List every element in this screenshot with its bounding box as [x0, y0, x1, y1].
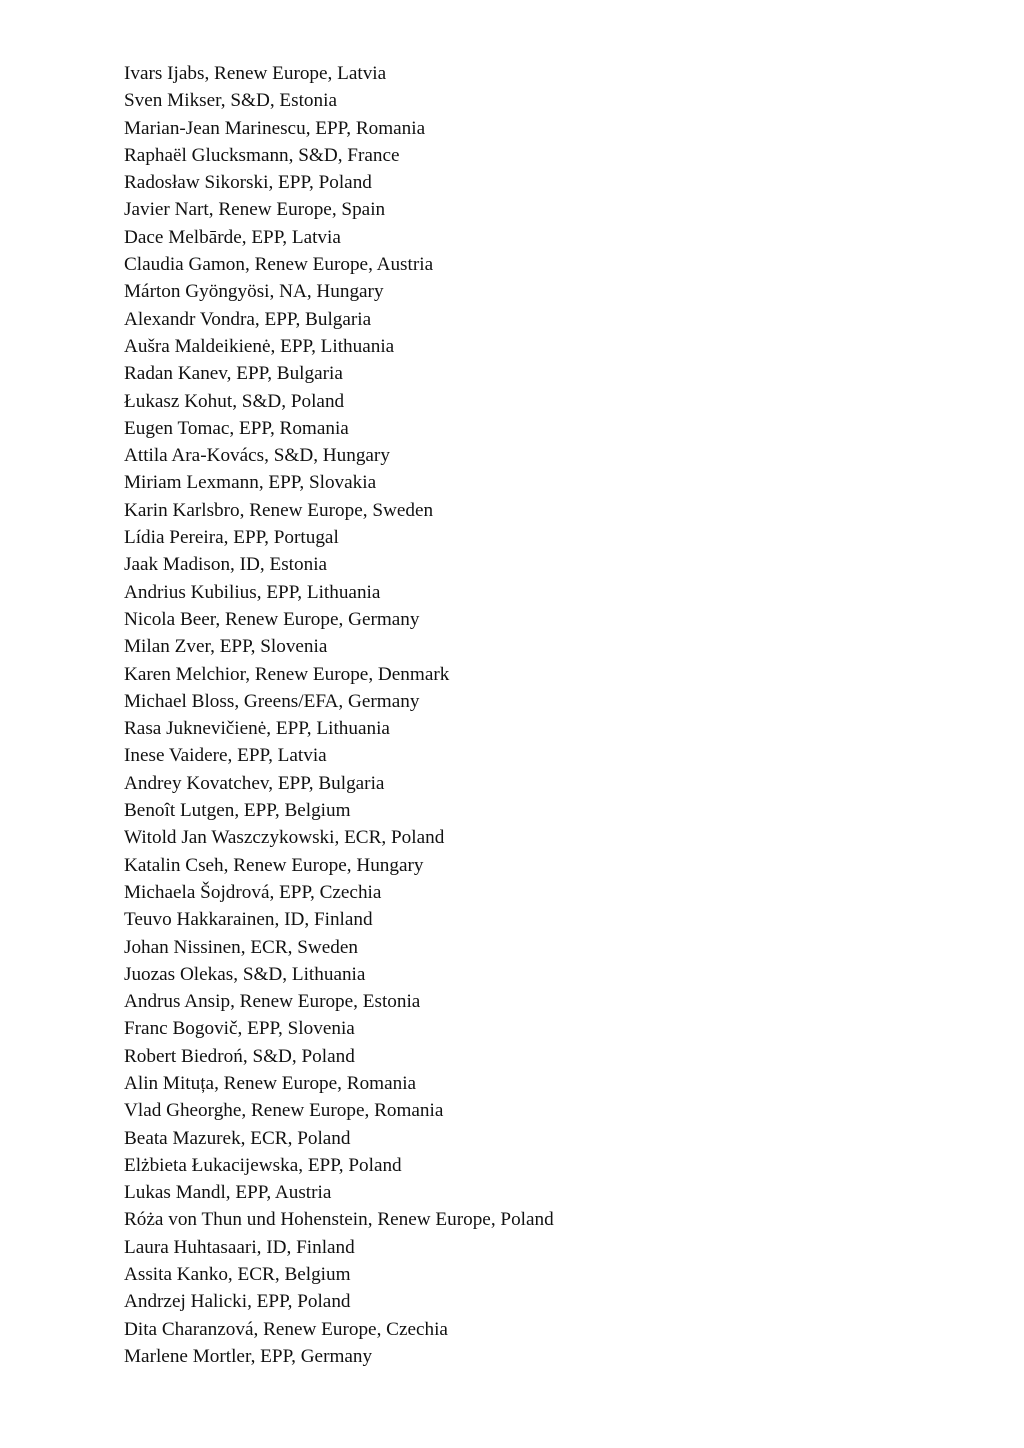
separator: ,: [259, 554, 270, 576]
signatory-name: Andrius Kubilius: [124, 581, 257, 603]
signatory-country: Portugal: [273, 527, 339, 549]
signatory-group: EPP: [233, 527, 265, 549]
signatory-entry: [124, 1043, 554, 1070]
separator: ,: [288, 144, 299, 166]
signatory-name: Teuvo Hakkarainen: [124, 909, 275, 931]
separator: ,: [234, 800, 244, 822]
signatory-group: Renew Europe: [214, 63, 328, 84]
separator: ,: [268, 772, 278, 794]
signatory-entry: [124, 169, 554, 196]
separator: ,: [346, 117, 356, 139]
signatory-country: Estonia: [269, 554, 328, 576]
separator: ,: [268, 745, 278, 767]
signatory-name: Benoît Lutgen: [124, 800, 235, 822]
signatory-country: Hungary: [316, 281, 384, 303]
signatory-group: Renew Europe: [249, 499, 363, 521]
signatory-group: EPP: [260, 1345, 292, 1367]
separator: ,: [267, 363, 277, 385]
signatory-entry: [124, 415, 554, 442]
separator: ,: [287, 1127, 298, 1149]
separator: ,: [242, 1045, 253, 1067]
signatory-entry: [124, 196, 554, 223]
signatory-entry: [124, 688, 554, 715]
separator: ,: [244, 254, 255, 276]
signatory-group: EPP: [264, 308, 296, 330]
signatory-name: Miriam Lexmann: [124, 472, 259, 494]
signatory-group: Renew Europe: [254, 663, 369, 685]
separator: ,: [258, 472, 269, 494]
signatory-entry: [124, 60, 554, 87]
signatory-entry: [124, 906, 554, 933]
separator: ,: [306, 281, 317, 303]
separator: ,: [234, 690, 244, 712]
signatory-name: Milan Zver: [124, 636, 211, 658]
separator: ,: [269, 417, 280, 439]
signatory-group: EPP: [266, 581, 298, 603]
separator: ,: [256, 1236, 267, 1258]
signatory-group: Renew Europe: [239, 991, 354, 1013]
signatory-group: S&D: [230, 90, 270, 112]
signatory-group: EPP: [235, 1182, 267, 1204]
signatory-country: Romania: [355, 117, 426, 139]
signatory-entry: [124, 852, 554, 879]
separator: ,: [220, 90, 231, 112]
signatory-group: Renew Europe: [225, 608, 339, 630]
separator: ,: [250, 1345, 261, 1367]
signatory-group: EPP: [268, 472, 300, 494]
signatory-name: Inese Vaidere: [124, 745, 228, 767]
separator: ,: [268, 172, 279, 194]
separator: ,: [215, 608, 225, 630]
signatory-name: Rasa Juknevičienė: [124, 718, 267, 740]
signatory-name: Katalin Cseh: [124, 854, 224, 876]
separator: ,: [311, 335, 321, 357]
signatory-name: Łukasz Kohut: [124, 390, 233, 412]
separator: ,: [337, 1072, 347, 1094]
signatory-entry: [124, 824, 554, 851]
signatory-group: Renew Europe: [223, 1072, 338, 1094]
separator: ,: [334, 827, 345, 849]
signatory-name: Radan Kanev: [124, 363, 227, 385]
signatory-name: Marian-Jean Marinescu: [124, 117, 306, 139]
signatory-country: Slovakia: [308, 472, 377, 494]
signatory-name: Franc Bogovič: [124, 1018, 238, 1040]
signatory-name: Johan Nissinen: [124, 936, 241, 958]
separator: ,: [338, 1154, 349, 1176]
separator: ,: [287, 936, 298, 958]
separator: ,: [306, 718, 317, 740]
signatory-name: Raphaël Glucksmann: [124, 144, 289, 166]
signatory-country: Denmark: [377, 663, 450, 685]
signatory-country: Hungary: [322, 445, 390, 467]
signatory-group: EPP: [256, 1291, 288, 1313]
signatory-entry: [124, 742, 554, 769]
signatory-country: Bulgaria: [276, 363, 343, 385]
separator: ,: [256, 581, 267, 603]
signatory-name: Aušra Maldeikienė: [124, 335, 271, 357]
signatory-name: Dita Charanzová: [124, 1318, 254, 1340]
signatory-entry: [124, 715, 554, 742]
separator: ,: [266, 718, 276, 740]
separator: ,: [247, 1291, 257, 1313]
separator: ,: [278, 1018, 288, 1040]
signatory-group: ECR: [237, 1264, 275, 1286]
separator: ,: [264, 527, 274, 549]
signatory-group: EPP: [219, 636, 251, 658]
signatory-name: Robert Biedroń: [124, 1045, 243, 1067]
signatory-name: Michaela Šojdrová: [124, 881, 270, 903]
signatory-group: ECR: [344, 827, 382, 849]
signatory-name: Michael Bloss: [124, 690, 235, 712]
signatory-entry: [124, 1097, 554, 1124]
signatory-country: Slovenia: [287, 1018, 355, 1040]
signatory-country: Latvia: [337, 63, 387, 84]
signatory-group: S&D: [242, 963, 283, 985]
separator: ,: [227, 745, 238, 767]
signatory-name: Sven Mikser: [124, 90, 221, 112]
document-page: [124, 60, 554, 1370]
signatory-name: Elżbieta Łukacijewska: [124, 1154, 299, 1176]
signatory-country: Poland: [290, 390, 345, 412]
signatory-name: Claudia Gamon: [124, 254, 245, 276]
signatory-entry: [124, 142, 554, 169]
signatory-country: Austria: [376, 254, 434, 276]
signatory-entry: [124, 988, 554, 1015]
separator: ,: [282, 226, 292, 248]
separator: ,: [297, 581, 307, 603]
signatory-group: EPP: [243, 800, 275, 822]
signatory-country: Poland: [297, 1127, 351, 1149]
signatory-name: Andrzej Halicki: [124, 1291, 248, 1313]
signatory-entry: [124, 224, 554, 251]
signatory-entry: [124, 633, 554, 660]
signatory-name: Alin Mituța: [124, 1072, 215, 1094]
signatory-entry: [124, 961, 554, 988]
separator: ,: [269, 281, 280, 303]
separator: ,: [245, 663, 255, 685]
signatory-group: EPP: [236, 363, 268, 385]
separator: ,: [327, 63, 338, 84]
signatory-entry: [124, 879, 554, 906]
separator: ,: [313, 445, 323, 467]
separator: ,: [368, 254, 377, 276]
signatory-name: Márton Gyöngyösi: [124, 281, 270, 303]
signatory-country: Spain: [341, 199, 386, 221]
separator: ,: [282, 963, 292, 985]
signatory-entry: [124, 1070, 554, 1097]
signatory-group: ID: [239, 554, 260, 576]
signatory-name: Ivars Ijabs: [124, 63, 205, 84]
separator: ,: [210, 636, 220, 658]
signatory-group: Renew Europe: [254, 254, 369, 276]
separator: ,: [305, 117, 316, 139]
signatory-name: Assita Kanko: [124, 1264, 228, 1286]
signatory-country: Lithuania: [306, 581, 381, 603]
separator: ,: [269, 881, 280, 903]
separator: ,: [364, 1100, 375, 1122]
signatory-entry: [124, 797, 554, 824]
signatory-country: Lithuania: [320, 335, 395, 357]
signatory-entry: [124, 251, 554, 278]
separator: ,: [490, 1209, 501, 1231]
separator: ,: [266, 1182, 275, 1204]
signatory-name: Jaak Madison: [124, 554, 231, 576]
separator: ,: [338, 690, 349, 712]
separator: ,: [362, 499, 373, 521]
signatory-country: Sweden: [372, 499, 434, 521]
signatory-entry: [124, 388, 554, 415]
separator: ,: [346, 854, 357, 876]
separator: ,: [253, 1318, 264, 1340]
signatory-group: Greens/EFA: [243, 690, 339, 712]
signatory-group: EPP: [277, 772, 309, 794]
signatory-name: Witold Jan Waszczykowski: [124, 827, 335, 849]
signatory-entry: [124, 579, 554, 606]
signatory-group: EPP: [239, 417, 270, 439]
separator: ,: [264, 445, 274, 467]
separator: ,: [241, 1100, 251, 1122]
signatory-country: Poland: [318, 172, 372, 194]
separator: ,: [232, 390, 242, 412]
signatory-entry: [124, 278, 554, 305]
signatory-entry: [124, 1179, 554, 1206]
separator: ,: [230, 991, 240, 1013]
signatory-country: Romania: [374, 1100, 444, 1122]
separator: ,: [270, 335, 281, 357]
signatory-country: Hungary: [356, 854, 424, 876]
signatory-country: Belgium: [284, 800, 351, 822]
separator: ,: [291, 1345, 301, 1367]
signatory-country: Germany: [348, 690, 420, 712]
signatory-name: Andrus Ansip: [124, 991, 231, 1013]
separator: ,: [227, 1264, 238, 1286]
separator: ,: [241, 226, 252, 248]
signatory-country: Czechia: [319, 881, 382, 903]
separator: ,: [287, 1291, 298, 1313]
signatory-entry: [124, 1261, 554, 1288]
signatory-group: ECR: [250, 1127, 288, 1149]
signatory-name: Vlad Gheorghe: [124, 1100, 242, 1122]
separator: ,: [250, 636, 261, 658]
signatory-country: Estonia: [279, 90, 337, 112]
signatory-group: Renew Europe: [377, 1209, 491, 1231]
signatory-entry: [124, 306, 554, 333]
signatory-list: [124, 60, 554, 1370]
signatory-group: EPP: [247, 1018, 279, 1040]
signatory-group: Renew Europe: [218, 199, 332, 221]
separator: ,: [381, 827, 391, 849]
separator: ,: [338, 608, 349, 630]
separator: ,: [298, 1154, 308, 1176]
signatory-group: EPP: [275, 718, 307, 740]
signatory-country: Romania: [279, 417, 349, 439]
signatory-country: Sweden: [297, 936, 358, 958]
signatory-name: Radosław Sikorski: [124, 172, 269, 194]
separator: ,: [230, 554, 240, 576]
separator: ,: [308, 772, 319, 794]
signatory-country: Romania: [346, 1072, 417, 1094]
signatory-entry: [124, 770, 554, 797]
signatory-group: S&D: [241, 390, 282, 412]
signatory-entry: [124, 1125, 554, 1152]
separator: ,: [225, 1182, 236, 1204]
separator: ,: [274, 800, 285, 822]
separator: ,: [291, 1045, 302, 1067]
separator: ,: [237, 1018, 248, 1040]
signatory-entry: [124, 360, 554, 387]
separator: ,: [223, 527, 234, 549]
signatory-group: EPP: [280, 335, 312, 357]
separator: ,: [304, 909, 314, 931]
signatory-country: Czechia: [386, 1318, 448, 1340]
signatory-entry: [124, 115, 554, 142]
signatory-entry: [124, 551, 554, 578]
separator: ,: [223, 854, 234, 876]
signatory-country: Lithuania: [316, 718, 390, 740]
separator: ,: [240, 936, 251, 958]
separator: ,: [254, 308, 265, 330]
signatory-entry: [124, 333, 554, 360]
signatory-group: S&D: [273, 445, 314, 467]
signatory-country: Bulgaria: [305, 308, 372, 330]
separator: ,: [286, 1236, 297, 1258]
signatory-entry: [124, 1206, 554, 1233]
signatory-name: Eugen Tomac: [124, 417, 230, 439]
separator: ,: [308, 172, 319, 194]
signatory-country: Poland: [391, 827, 445, 849]
signatory-group: S&D: [298, 144, 338, 166]
separator: ,: [368, 663, 378, 685]
signatory-country: Germany: [348, 608, 420, 630]
signatory-entry: [124, 1234, 554, 1261]
signatory-country: Finland: [296, 1236, 355, 1258]
signatory-entry: [124, 1015, 554, 1042]
signatory-country: Bulgaria: [318, 772, 385, 794]
signatory-group: ID: [266, 1236, 287, 1258]
signatory-group: EPP: [278, 172, 309, 194]
signatory-country: Poland: [500, 1209, 554, 1231]
signatory-entry: [124, 469, 554, 496]
separator: ,: [269, 90, 280, 112]
separator: ,: [226, 363, 237, 385]
signatory-country: Poland: [348, 1154, 402, 1176]
signatory-entry: [124, 1152, 554, 1179]
separator: ,: [274, 909, 285, 931]
signatory-entry: [124, 442, 554, 469]
separator: ,: [299, 472, 309, 494]
signatory-group: NA: [279, 281, 307, 303]
signatory-group: Renew Europe: [251, 1100, 365, 1122]
signatory-country: Poland: [297, 1291, 351, 1313]
signatory-name: Dace Melbārde: [124, 226, 242, 248]
signatory-country: Finland: [313, 909, 373, 931]
signatory-entry: [124, 497, 554, 524]
separator: ,: [208, 199, 219, 221]
separator: ,: [229, 417, 239, 439]
signatory-name: Beata Mazurek: [124, 1127, 241, 1149]
signatory-country: Austria: [274, 1182, 332, 1204]
separator: ,: [240, 1127, 251, 1149]
signatory-country: Belgium: [284, 1264, 351, 1286]
separator: ,: [204, 63, 215, 84]
signatory-country: Latvia: [277, 745, 327, 767]
separator: ,: [274, 1264, 285, 1286]
signatory-country: Germany: [300, 1345, 373, 1367]
signatory-entry: [124, 1316, 554, 1343]
signatory-entry: [124, 524, 554, 551]
signatory-name: Lídia Pereira: [124, 527, 224, 549]
signatory-name: Lukas Mandl: [124, 1182, 226, 1204]
signatory-country: Latvia: [291, 226, 341, 248]
separator: ,: [337, 144, 348, 166]
signatory-group: Renew Europe: [233, 854, 347, 876]
signatory-name: Nicola Beer: [124, 608, 216, 630]
signatory-name: Róża von Thun und Hohenstein: [124, 1209, 368, 1231]
signatory-group: EPP: [251, 226, 283, 248]
signatory-name: Alexandr Vondra: [124, 308, 255, 330]
separator: ,: [376, 1318, 387, 1340]
signatory-entry: [124, 934, 554, 961]
signatory-entry: [124, 1288, 554, 1315]
signatory-group: EPP: [279, 881, 310, 903]
signatory-group: Renew Europe: [263, 1318, 377, 1340]
signatory-country: Estonia: [362, 991, 421, 1013]
separator: ,: [214, 1072, 224, 1094]
signatory-group: EPP: [237, 745, 269, 767]
signatory-group: S&D: [252, 1045, 292, 1067]
signatory-entry: [124, 1343, 554, 1370]
separator: ,: [239, 499, 250, 521]
signatory-entry: [124, 606, 554, 633]
separator: ,: [353, 991, 363, 1013]
signatory-name: Marlene Mortler: [124, 1345, 251, 1367]
signatory-country: France: [347, 144, 400, 166]
separator: ,: [310, 881, 320, 903]
signatory-group: EPP: [315, 117, 347, 139]
signatory-name: Andrey Kovatchev: [124, 772, 269, 794]
signatory-name: Javier Nart: [124, 199, 209, 221]
signatory-country: Lithuania: [291, 963, 366, 985]
separator: ,: [281, 390, 291, 412]
separator: ,: [367, 1209, 378, 1231]
signatory-name: Karin Karlsbro: [124, 499, 240, 521]
signatory-entry: [124, 661, 554, 688]
signatory-country: Slovenia: [260, 636, 328, 658]
signatory-name: Attila Ara-Kovács: [124, 445, 265, 467]
signatory-country: Poland: [301, 1045, 355, 1067]
separator: ,: [233, 963, 243, 985]
signatory-name: Karen Melchior: [124, 663, 246, 685]
signatory-name: Juozas Olekas: [124, 963, 234, 985]
signatory-group: ECR: [250, 936, 288, 958]
signatory-group: ID: [284, 909, 305, 931]
signatory-group: EPP: [307, 1154, 339, 1176]
signatory-name: Laura Huhtasaari: [124, 1236, 257, 1258]
separator: ,: [331, 199, 342, 221]
separator: ,: [295, 308, 306, 330]
signatory-entry: [124, 87, 554, 114]
